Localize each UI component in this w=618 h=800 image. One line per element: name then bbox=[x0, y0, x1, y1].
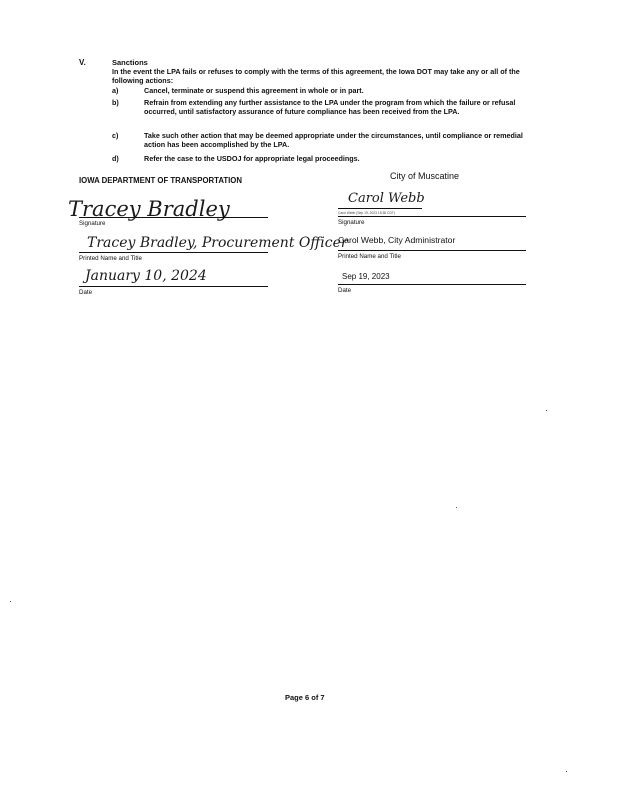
section-intro: In the event the LPA fails or refuses to comply with the terms of this agreement, the Iowa DOT may take any or all of the following actions: bbox=[112, 67, 520, 86]
list-item-letter: d) bbox=[112, 154, 119, 163]
scan-speck bbox=[546, 410, 547, 411]
right-signature-underline bbox=[338, 208, 422, 209]
left-signature: Tracey Bradley bbox=[68, 197, 230, 221]
page-number: Page 6 of 7 bbox=[285, 693, 325, 702]
list-item-text: Take such other action that may be deemed appropriate under the circumstances, until compliance or remedial action has been accomplished by the LPA. bbox=[144, 131, 523, 150]
left-date: January 10, 2024 bbox=[85, 268, 207, 284]
right-date-caption: Date bbox=[338, 287, 352, 294]
scan-speck bbox=[566, 771, 567, 772]
list-item-letter: c) bbox=[112, 131, 119, 140]
list-item-text: Refer the case to the USDOJ for appropriate legal proceedings. bbox=[144, 154, 360, 163]
left-signature-caption: Signature bbox=[79, 220, 106, 227]
list-item-letter: a) bbox=[112, 86, 119, 95]
right-org-name: City of Muscatine bbox=[390, 171, 460, 181]
left-name-caption: Printed Name and Title bbox=[79, 255, 142, 262]
list-item-text: Cancel, terminate or suspend this agreement in whole or in part. bbox=[144, 86, 364, 95]
right-signature-stamp: Carol Webb (Sep 19, 2023 15:38 CDT) bbox=[338, 211, 395, 215]
left-printed-name: Tracey Bradley, Procurement Officer bbox=[87, 235, 348, 251]
right-date-line bbox=[338, 284, 526, 285]
section-title: Sanctions bbox=[112, 58, 148, 67]
scan-speck bbox=[10, 601, 11, 602]
list-item-text: Refrain from extending any further assistance to the LPA under the program from which the failure or refusal occurred, until satisfactory assurance of future compliance has been received from the LPA. bbox=[144, 98, 516, 117]
left-date-caption: Date bbox=[79, 289, 93, 296]
list-item-letter: b) bbox=[112, 98, 119, 107]
left-date-line bbox=[79, 286, 268, 287]
right-printed-name: Carol Webb, City Administrator bbox=[338, 235, 456, 245]
left-org-name: IOWA DEPARTMENT OF TRANSPORTATION bbox=[79, 176, 243, 185]
right-signature: Carol Webb bbox=[348, 191, 425, 206]
right-signature-line bbox=[338, 216, 526, 217]
left-signature-line bbox=[79, 217, 268, 218]
right-signature-caption: Signature bbox=[338, 219, 365, 226]
right-name-line bbox=[338, 250, 526, 251]
scan-speck bbox=[456, 507, 457, 508]
right-date: Sep 19, 2023 bbox=[342, 272, 390, 281]
right-name-caption: Printed Name and Title bbox=[338, 253, 401, 260]
left-name-line bbox=[79, 252, 268, 253]
section-number: V. bbox=[79, 58, 86, 67]
